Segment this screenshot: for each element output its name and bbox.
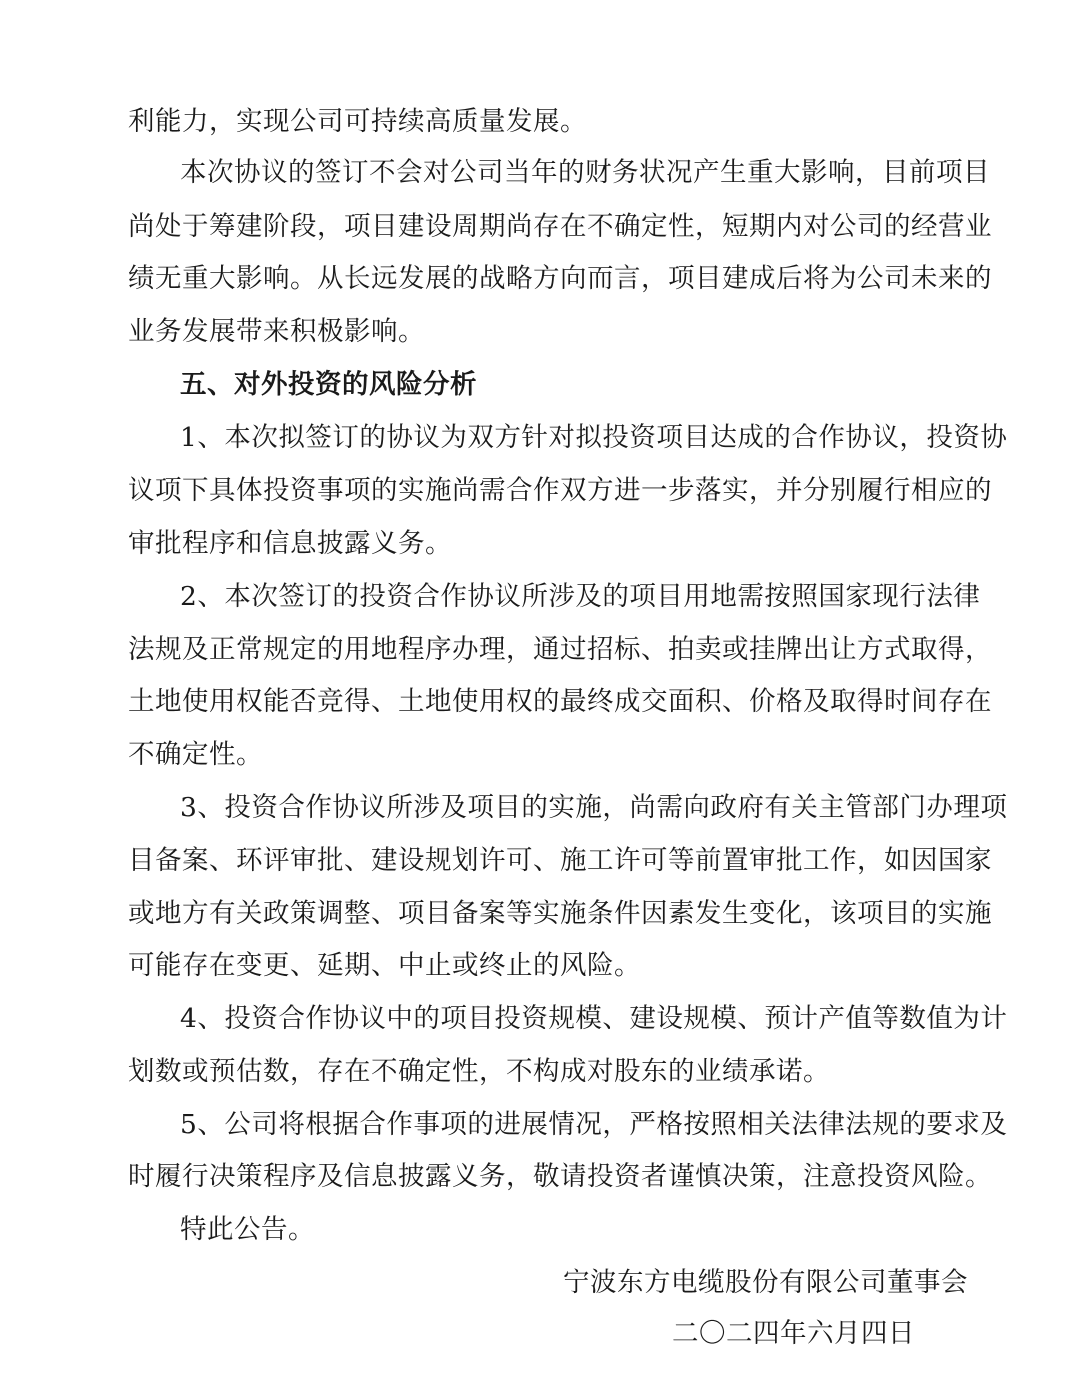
paragraph-line: 不确定性。: [128, 739, 263, 770]
paragraph-line: 绩无重大影响。从长远发展的战略方向而言，项目建成后将为公司未来的: [128, 263, 992, 294]
paragraph-line: 可能存在变更、延期、中止或终止的风险。: [128, 950, 641, 981]
paragraph-line: 时履行决策程序及信息披露义务，敬请投资者谨慎决策，注意投资风险。: [128, 1161, 992, 1192]
paragraph-line: 法规及正常规定的用地程序办理，通过招标、拍卖或挂牌出让方式取得，: [128, 634, 992, 665]
paragraph-line: 利能力，实现公司可持续高质量发展。: [128, 106, 587, 137]
paragraph-line: 5、公司将根据合作事项的进展情况，严格按照相关法律法规的要求及: [180, 1109, 1008, 1140]
section-heading: 五、对外投资的风险分析: [180, 369, 477, 400]
paragraph-line: 或地方有关政策调整、项目备案等实施条件因素发生变化，该项目的实施: [128, 898, 992, 929]
paragraph-line: 土地使用权能否竞得、土地使用权的最终成交面积、价格及取得时间存在: [128, 686, 992, 717]
paragraph-line: 业务发展带来积极影响。: [128, 316, 425, 347]
paragraph-line: 划数或预估数，存在不确定性，不构成对股东的业绩承诺。: [128, 1056, 830, 1087]
paragraph-line: 尚处于筹建阶段，项目建设周期尚存在不确定性，短期内对公司的经营业: [128, 211, 992, 242]
paragraph-line: 2、本次签订的投资合作协议所涉及的项目用地需按照国家现行法律: [180, 581, 981, 612]
closing-statement: 特此公告。: [180, 1214, 315, 1245]
paragraph-line: 议项下具体投资事项的实施尚需合作双方进一步落实，并分别履行相应的: [128, 475, 992, 506]
signature-date: 二〇二四年六月四日: [672, 1318, 915, 1349]
paragraph-line: 审批程序和信息披露义务。: [128, 528, 452, 559]
paragraph-line: 本次协议的签订不会对公司当年的财务状况产生重大影响，目前项目: [180, 157, 990, 188]
signature-company: 宁波东方电缆股份有限公司董事会: [563, 1267, 968, 1298]
paragraph-line: 1、本次拟签订的协议为双方针对拟投资项目达成的合作协议，投资协: [180, 422, 1008, 453]
paragraph-line: 3、投资合作协议所涉及项目的实施，尚需向政府有关主管部门办理项: [180, 792, 1008, 823]
paragraph-line: 4、投资合作协议中的项目投资规模、建设规模、预计产值等数值为计: [180, 1003, 1008, 1034]
paragraph-line: 目备案、环评审批、建设规划许可、施工许可等前置审批工作，如因国家: [128, 845, 992, 876]
